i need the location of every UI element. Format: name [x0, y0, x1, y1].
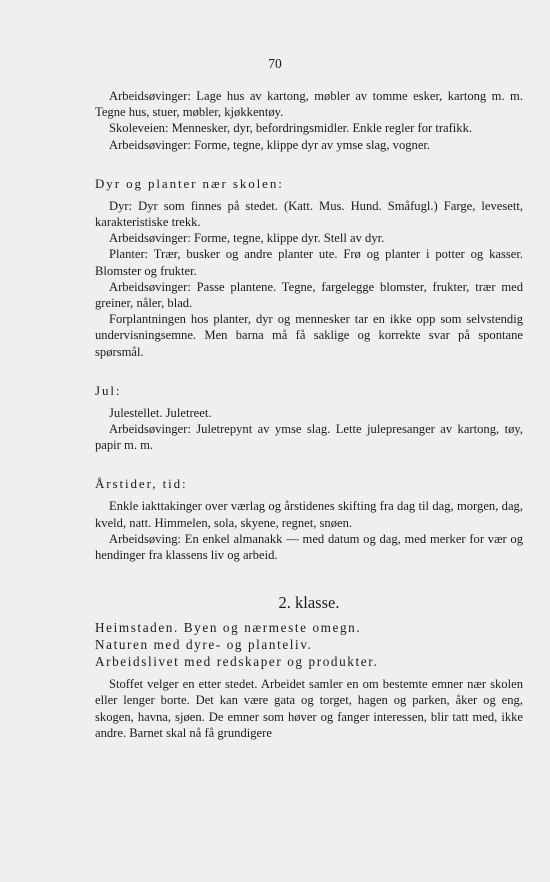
- paragraph-julestellet: Julestellet. Juletreet.: [109, 405, 212, 420]
- section-heading-dyr-og-planter: Dyr og planter nær skolen:: [95, 175, 284, 191]
- section-heading-arstider: Årstider, tid:: [95, 476, 188, 492]
- paragraph-arbeidsovinger-passe: Arbeidsøvinger: Passe plantene. Tegne, fargelegge blomster, frukter, trær med greiner, nåler, blad.: [95, 279, 523, 311]
- paragraph-arbeidsovinger-juletrepynt: Arbeidsøvinger: Juletrepynt av ymse slag. Lette julepresanger av kartong, tøy, papir m. m.: [95, 422, 523, 453]
- paragraph-almanakk: Arbeidsøving: En enkel almanakk — med datum og dag, med merker for vær og hendinger fra klassens liv og arbeid.: [95, 531, 523, 563]
- topic-arbeidslivet: Arbeidslivet med redskaper og produkter.: [95, 654, 379, 670]
- section-heading-jul: Jul:: [95, 382, 122, 398]
- paragraph-stoffet: Stoffet velger en etter stedet. Arbeidet samler en om bestemte emner nær skolen eller lenger borte. Det kan være gata og torget, hagen og parken, åker og eng, skogen, havna, sjøen. De emner som høver og fanger interessen, blir tatt med, ikke andre. Barnet skal nå få grundigere: [95, 677, 523, 740]
- paragraph-forplantningen: Forplantningen hos planter, dyr og mennesker tar en ikke opp som selvstendig undervisningsemne. Men barna må få saklige og korrekte svar på spontane spørsmål.: [95, 312, 523, 359]
- topic-heimstaden: Heimstaden. Byen og nærmeste omegn.: [95, 620, 362, 636]
- paragraph-arbeidsovinger-hus: Arbeidsøvinger: Lage hus av kartong, møbler av tomme esker, kartong m. m. Tegne hus, stuer, møbler, kjøkkentøy.: [95, 89, 523, 120]
- paragraph-iakttakinger: Enkle iakttakinger over værlag og årstidenes skifting fra dag til dag, morgen, dag, kveld, natt. Himmelen, sola, skyene, regnet, snøen.: [95, 499, 523, 530]
- class-heading: 2. klasse.: [278, 593, 340, 613]
- paragraph-dyr: Dyr: Dyr som finnes på stedet. (Katt. Mus. Hund. Småfugl.) Farge, levesett, karakteristiske trekk.: [95, 198, 523, 230]
- page-content: [95, 88, 523, 741]
- paragraph-arbeidsovinger-dyr-vogner: Arbeidsøvinger: Forme, tegne, klippe dyr av ymse slag, vogner.: [109, 137, 431, 152]
- page-number: 70: [268, 56, 282, 71]
- topic-naturen: Naturen med dyre- og planteliv.: [95, 637, 313, 653]
- paragraph-planter: Planter: Trær, busker og andre planter ute. Frø og planter i potter og kasser. Blomster og frukter.: [95, 247, 523, 278]
- paragraph-skoleveien: Skoleveien: Mennesker, dyr, befordringsmidler. Enkle regler for trafikk.: [109, 121, 473, 136]
- paragraph-arbeidsovinger-forme: Arbeidsøvinger: Forme, tegne, klippe dyr. Stell av dyr.: [109, 231, 385, 246]
